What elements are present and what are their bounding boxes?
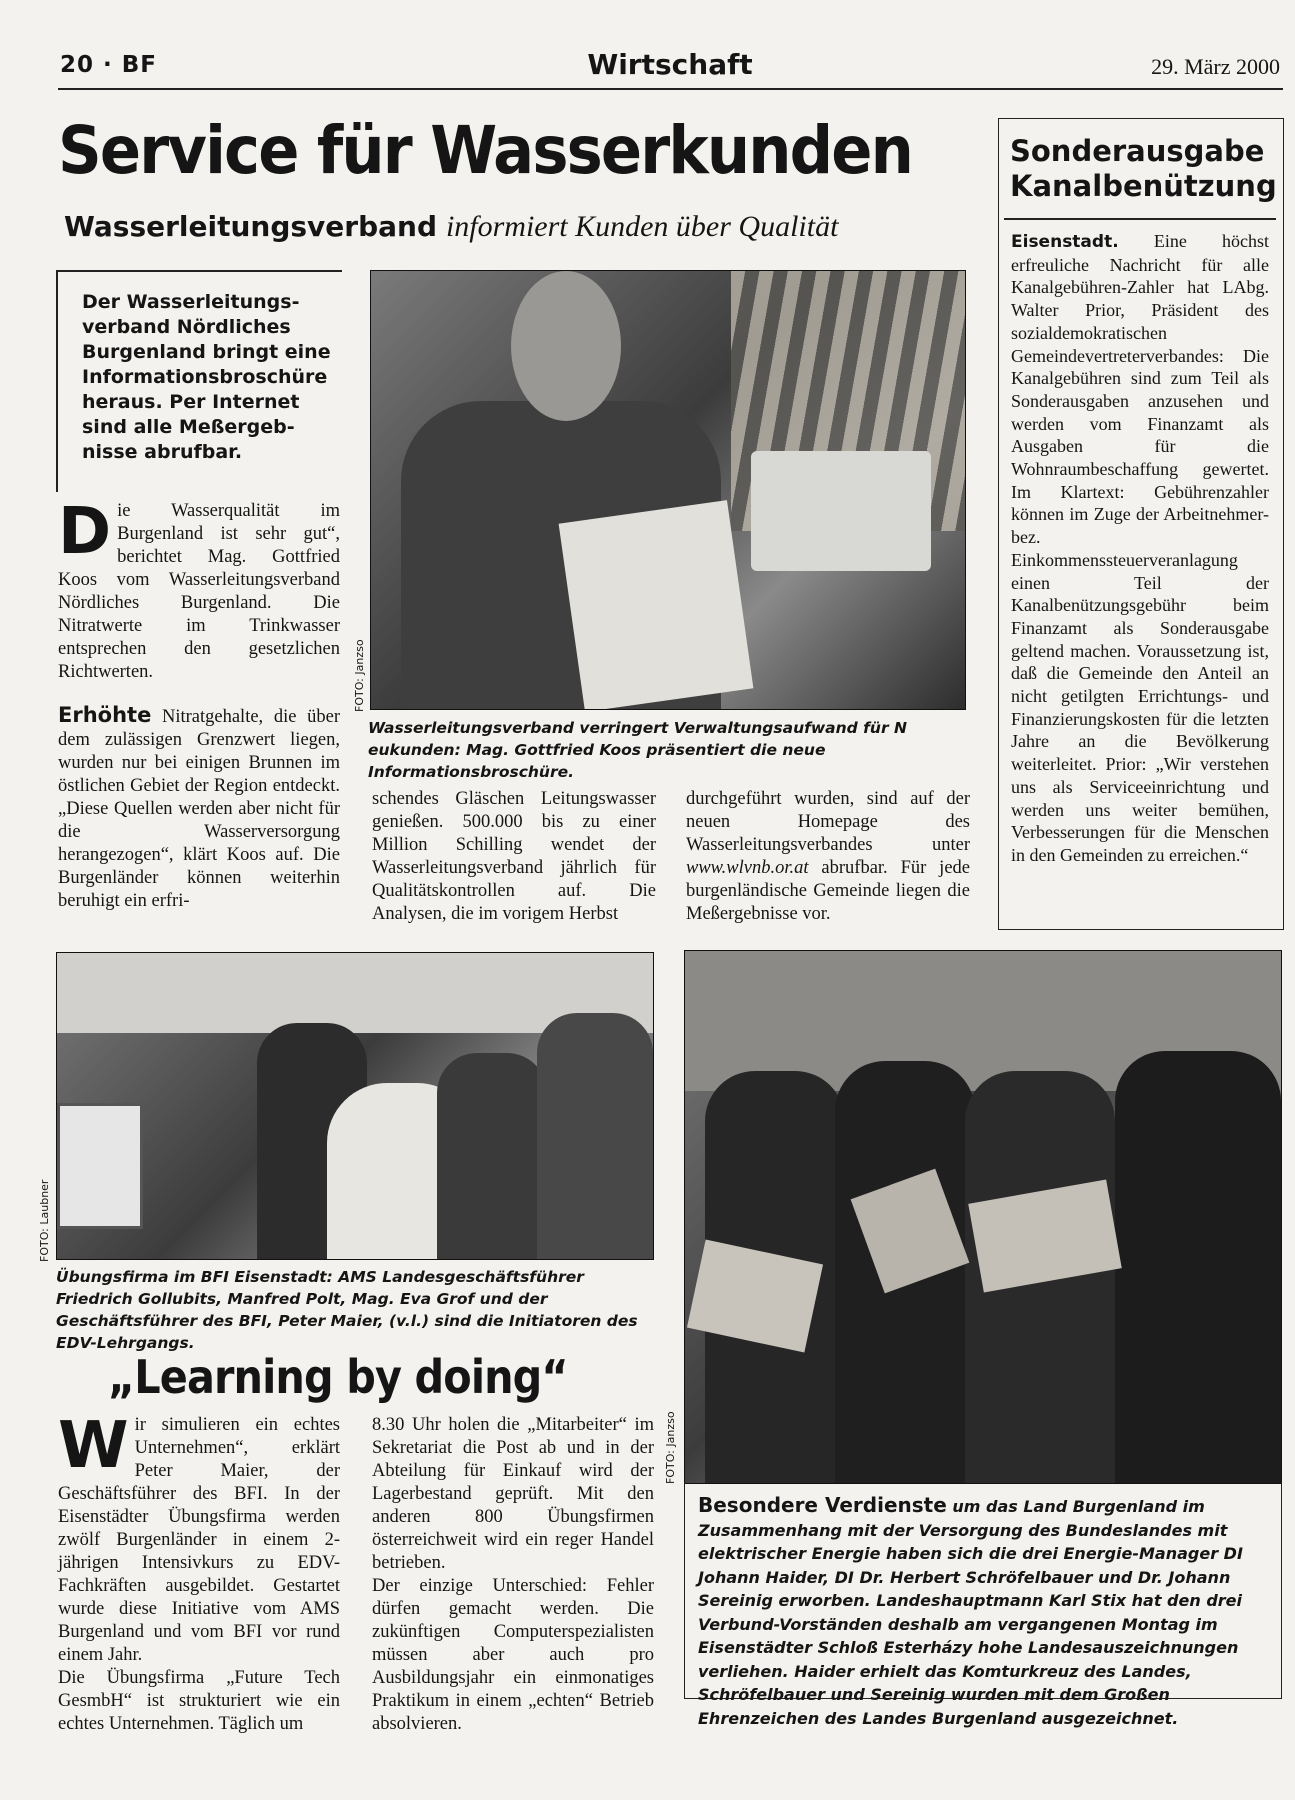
subhead-bold: Wasserleitungsverband [64, 210, 438, 243]
learning-col2 [372, 1414, 654, 1736]
sidebar-text [1011, 230, 1269, 867]
runin-heading: Erhöhte [58, 703, 152, 727]
photo-bfi [56, 952, 654, 1260]
photo-verdienste [684, 950, 1282, 1484]
verdienste-photo-credit: FOTO: Janzso [664, 1411, 677, 1484]
learning-col2a: 8.30 Uhr holen die „Mitarbeiter“ im Sekretariat die Post ab und in der Abteilung für Einkauf wird der Lagerbestand geprüft. Mit den anderen 800 Übungsfirmen österreichweit wird ein reger Handel betrieben. [372, 1415, 654, 1573]
sidebar-dateline: Eisenstadt. [1011, 232, 1119, 252]
main-col1 [58, 495, 340, 913]
photo-caption: Wasserleitungsverband verringert Verwaltungsaufwand für N eukunden: Mag. Gottfried Koos präsentiert die neue Informationsbroschüre. [368, 719, 907, 781]
main-col3-pre: durchgeführt wurden, sind auf der neuen Homepage des Wasserleitungsverbandes unter [686, 789, 970, 855]
learning-col1 [58, 1409, 340, 1736]
main-col3 [686, 788, 970, 926]
learning-headline: „Learning by doing“ [108, 1350, 568, 1404]
section-title: Wirtschaft [587, 48, 753, 81]
main-para1: ie Wasserqualität im Burgenland ist sehr gut“, berichtet Mag. Gottfried Koos vom Wasserleitungsverband Nördliches Burgenland. Die Nitratwerte im Trinkwasser entsprechen den gesetzlichen Richtwerten. [58, 501, 340, 682]
bfi-photo-credit: FOTO: Laubner [38, 1179, 51, 1262]
homepage-link[interactable]: www.wlvnb.or.at [686, 858, 809, 878]
learning-dropcap: W [58, 1409, 129, 1483]
main-col2: schendes Gläschen Leitungswasser genießen. 500.000 bis zu einer Million Schilling wendet der Wasserleitungsverband jährlich für Qualitätskontrollen auf. Die Analysen, die im vorigem Herbst [372, 789, 656, 924]
sidebar-rule [1004, 218, 1276, 220]
learning-para2: Die Übungsfirma „Future Tech GesmbH“ ist strukturiert wie ein echtes Unternehmen. Täglich um [58, 1668, 340, 1734]
main-headline: Service für Wasserkunden [58, 112, 913, 189]
sidebar-body: Eine höchst erfreuliche Nachricht für alle Kanalgebühren-Zahler hat LAbg. Walter Prior, Präsident des sozialdemokratischen Gemeindevertreterverbandes: Die Kanalgebühren sind zum Teil als Sonderausgaben anzusehen und werden vom Finanzamt als Ausgaben für die Wohnraumbeschaffung gewertet. Im Klartext: Gebührenzahler können im Zuge der Arbeitnehmer- bez. Einkommenssteuerveranlagung einen Teil der Kanalbenützungsgebühr beim Finanzamt als Sonderausgabe geltend machen. Voraussetzung ist, daß die Gemeinde den Anteil an nicht getilgten Errichtungs- und Finanzierungskosten für die letzten Jahre an die Bevölkerung weiterleitet. Prior: „Wir verstehen uns als Serviceeinrichtung und werden uns weiter bemühen, Verbesserungen für die Menschen in den Gemeinden zu erreichen.“ [1011, 231, 1269, 865]
dropcap: D [58, 495, 112, 569]
photo-koos [370, 270, 966, 710]
subhead-italic: informiert Kunden über Qualität [445, 210, 839, 243]
verdienste-caption-bold: Besondere Verdienste [698, 1493, 947, 1517]
main-subhead [64, 210, 964, 244]
main-col3-post: abrufbar. Für jede burgenländische Gemeinde liegen die Meßergebnisse vor. [686, 858, 970, 924]
issue-date: 29. März 2000 [1151, 54, 1280, 79]
bfi-photo-caption: Übungsfirma im BFI Eisenstadt: AMS Landesgeschäftsführer Friedrich Gollubits, Manfred Polt, Mag. Eva Grof und der Geschäftsführer des BFI, Peter Maier, (v.l.) sind die Initiatoren des EDV-Lehrgangs. [56, 1268, 638, 1352]
lead-text: Der Wasserleitungs-verband Nördliches Burgenland bringt eine Informationsbroschüre heraus. Per Internet sind alle Meßergeb-nisse abrufbar. [82, 291, 331, 463]
header-rule [58, 88, 1283, 90]
verdienste-caption [698, 1494, 1268, 1730]
page-label: 20 · BF [60, 52, 158, 78]
verdienste-caption-text: um das Land Burgenland im Zusammenhang mit der Versorgung des Bundeslandes mit elektrischer Energie haben sich die drei Energie-Manager DI Johann Haider, DI Dr. Herbert Schröfelbauer und Dr. Johann Sereinig erworben. Landeshauptmann Karl Stix hat den drei Verbund-Vorständen deshalb am vergangenen Montag im Eisenstädter Schloß Esterházy hohe Landesauszeichnungen verliehen. Haider erhielt das Komturkreuz des Landes, Schröfelbauer und Sereinig wurden mit dem Großen Ehrenzeichen des Landes Burgenland ausgezeichnet. [698, 1497, 1243, 1728]
learning-col2b: Der einzige Unterschied: Fehler dürfen gemacht werden. Die zukünftigen Computerspezialisten müssen aber auch pro Ausbildungsjahr ein einmonatiges Praktikum in einem „echten“ Betrieb absolvieren. [372, 1576, 654, 1734]
main-para2: Nitratgehalte, die über dem zulässigen Grenzwert liegen, wurden nur bei einigen Brunnen im östlichen Gebiet der Region entdeckt. „Diese Quellen werden aber nicht für die Wasserversorgung herangezogen“, klärt Koos auf. Die Burgenländer können weiterhin beruhigt ein erfri- [58, 707, 340, 911]
sidebar-title: Sonderausgabe Kanalbenützung [1010, 134, 1277, 203]
photo-credit: FOTO: Janzso [353, 639, 366, 712]
learning-para1: ir simulieren ein echtes Unternehmen“, erklärt Peter Maier, der Geschäftsführer des BFI. In der Eisenstädter Übungsfirma werden zwölf Burgenländer in einem 2-jährigen Intensivkurs zu EDV-Fachkräften ausgebildet. Gestartet wurde diese Initiative vom AMS Burgenland und vom BFI vor rund einem Jahr. [58, 1415, 340, 1665]
